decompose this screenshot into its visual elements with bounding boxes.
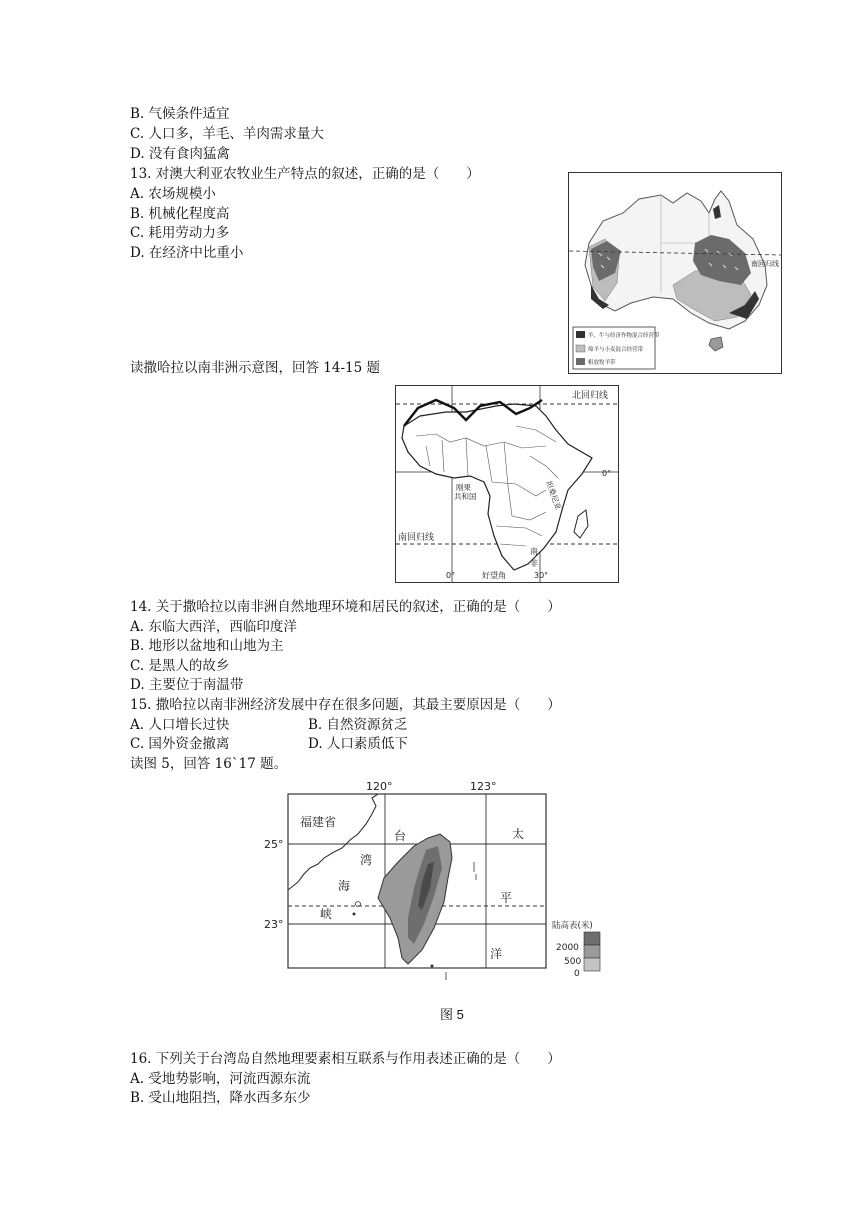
south-africa-label-2: 非: [530, 559, 538, 568]
congo-label-2: 共和国: [454, 492, 477, 501]
australia-map-svg: [569, 173, 781, 373]
legend-pastoral: 粗放牧羊带: [588, 360, 616, 366]
lon-120-label: 120°: [366, 780, 393, 793]
lat-23-label: 23°: [264, 918, 284, 931]
legend-0: 0: [574, 969, 580, 979]
q16-option-b: B. 受山地阻挡，降水西多东少: [130, 1090, 311, 1106]
figure-5-caption: 图 5: [440, 1007, 464, 1022]
q16-option-a: A. 受地势影响，河流西源东流: [130, 1071, 311, 1087]
q14-option-c: C. 是黑人的故乡: [130, 658, 230, 674]
q14-option-a: A. 东临大西洋，西临印度洋: [130, 619, 297, 635]
strait-char-1: 台: [394, 829, 407, 843]
q16-stem: 16. 下列关于台湾岛自然地理要素相互联系与作用表述正确的是（ ）: [130, 1051, 561, 1067]
ocean-char-2: 平: [500, 891, 513, 905]
lon-123-label: 123°: [470, 780, 497, 793]
q15-option-a: A. 人口增长过快: [130, 717, 230, 733]
north-tropic-label: 北回归线: [572, 391, 609, 401]
q14-option-b: B. 地形以盆地和山地为主: [130, 638, 284, 654]
strait-char-3: 海: [338, 879, 351, 893]
south-tropic-label: 南回归线: [398, 533, 435, 543]
q15-option-b: B. 自然资源贫乏: [308, 717, 408, 733]
q14-stem: 14. 关于撒哈拉以南非洲自然地理环境和居民的叙述，正确的是（ ）: [130, 599, 561, 615]
africa-map: [395, 385, 619, 583]
q13-option-a: A. 农场规模小: [130, 186, 216, 202]
taiwan-map-svg: [258, 778, 614, 984]
q14-option-d: D. 主要位于南温带: [130, 677, 244, 693]
africa-outline: [402, 404, 592, 570]
q13-option-b: B. 机械化程度高: [130, 206, 230, 222]
q15-stem: 15. 撒哈拉以南非洲经济发展中存在很多问题，其最主要原因是（ ）: [130, 697, 561, 713]
equator-label: 0°: [602, 469, 612, 478]
tropic-label: 南回归线: [751, 260, 779, 268]
q13-option-d: D. 在经济中比重小: [130, 245, 244, 261]
ocean-char-1: 太: [512, 827, 525, 841]
q15-option-d: D. 人口素质低下: [308, 736, 408, 752]
q15-option-c: C. 国外资金撤离: [130, 736, 230, 752]
taiwan-map: [258, 778, 614, 984]
strait-char-4: 峡: [320, 907, 333, 921]
q12-option-b: B. 气候条件适宜: [130, 106, 230, 122]
q13-option-c: C. 耗用劳动力多: [130, 225, 230, 241]
strait-char-2: 湾: [360, 853, 373, 867]
africa-map-svg: [396, 386, 618, 582]
lat-25-label: 25°: [264, 838, 284, 851]
legend-sheep-wheat: 绵羊与小麦混合经营带: [588, 347, 644, 353]
q12-option-d: D. 没有食肉猛禽: [130, 146, 230, 162]
intro-14-15: 读撒哈拉以南非洲示意图，回答 14-15 题: [130, 360, 381, 376]
australia-map: [568, 172, 782, 374]
q13-stem: 13. 对澳大利亚农牧业生产特点的叙述，正确的是（ ）: [130, 166, 480, 182]
legend-500: 500: [564, 957, 582, 967]
congo-label-1: 刚果: [456, 483, 471, 492]
tasmania: [709, 337, 723, 351]
south-africa-label-1: 南: [530, 547, 538, 556]
q12-option-c: C. 人口多，羊毛、羊肉需求量大: [130, 126, 324, 142]
legend-2000: 2000: [556, 943, 579, 953]
cape-label: 好望角: [482, 571, 506, 580]
lon-30-label: 30°: [534, 571, 549, 580]
ocean-char-3: 洋: [490, 947, 503, 961]
lon-0-label: 0°: [446, 571, 456, 580]
tanzania-label: 坦桑尼亚: [544, 479, 563, 511]
legend-mixed-crop: 羊、牛与经济作物混合经营带: [588, 333, 660, 339]
elevation-legend-title: 陆高表(米): [552, 921, 593, 931]
intro-16-17: 读图 5，回答 16`17 题。: [130, 756, 288, 772]
fujian-label: 福建省: [300, 815, 337, 829]
